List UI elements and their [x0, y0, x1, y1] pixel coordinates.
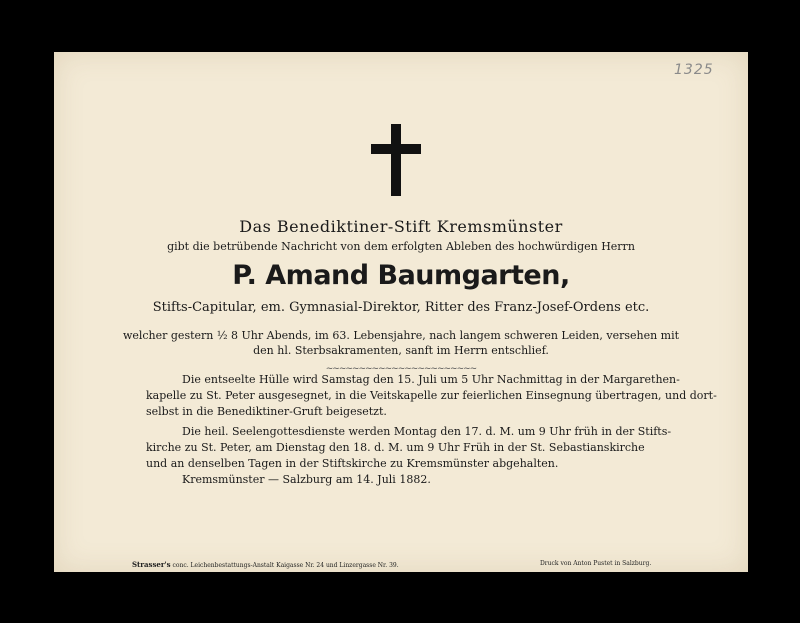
masses-line-1: Die heil. Seelengottesdienste werden Montag den 17. d. M. um 9 Uhr früh in der Stifts- [182, 425, 672, 438]
printer-details: conc. Leichenbestattungs-Anstalt Kaigasse Nr. 24 und Linzergasse Nr. 39. [172, 562, 399, 569]
death-line-1: welcher gestern ½ 8 Uhr Abends, im 63. Lebensjahre, nach langem schweren Leiden, versehen mit [122, 329, 680, 342]
print-shop: Druck von Anton Pustet in Salzburg. [540, 560, 652, 567]
printer-name: Strasser's [132, 560, 171, 569]
deceased-name: P. Amand Baumgarten, [232, 260, 570, 291]
funeral-line-3: selbst in die Benediktiner-Gruft beigesetzt. [146, 405, 387, 418]
ornament-divider: ~~~~~~~~~~~~~~~~~~~~~~~ [325, 364, 477, 374]
funeral-line-2: kapelle zu St. Peter ausgesegnet, in die Veitskapelle zur feierlichen Einsegnung übertragen, und dort- [146, 389, 717, 402]
deceased-titles: Stifts-Capitular, em. Gymnasial-Direktor, Ritter des Franz-Josef-Ordens etc. [152, 300, 650, 315]
cross-icon [371, 124, 421, 196]
masses-line-2: kirche zu St. Peter, am Dienstag den 18. d. M. um 9 Uhr Früh in der St. Sebastianskirche [146, 441, 645, 454]
obituary-notice [54, 52, 748, 572]
place-date: Kremsmünster — Salzburg am 14. Juli 1882. [182, 473, 431, 486]
printer-imprint [132, 560, 399, 569]
funeral-line-1: Die entseelte Hülle wird Samstag den 15. Juli um 5 Uhr Nachmittag in der Margarethen- [182, 373, 680, 386]
institution-name: Das Benediktiner-Stift Kremsmünster [239, 217, 563, 236]
masses-line-3: und an denselben Tagen in der Stiftskirche zu Kremsmünster abgehalten. [146, 457, 559, 470]
archive-number: 1325 [674, 62, 714, 78]
announcement-text: gibt die betrübende Nachricht von dem erfolgten Ableben des hochwürdigen Herrn [167, 240, 635, 253]
death-line-2: den hl. Sterbsakramenten, sanft im Herrn entschlief. [253, 344, 549, 357]
